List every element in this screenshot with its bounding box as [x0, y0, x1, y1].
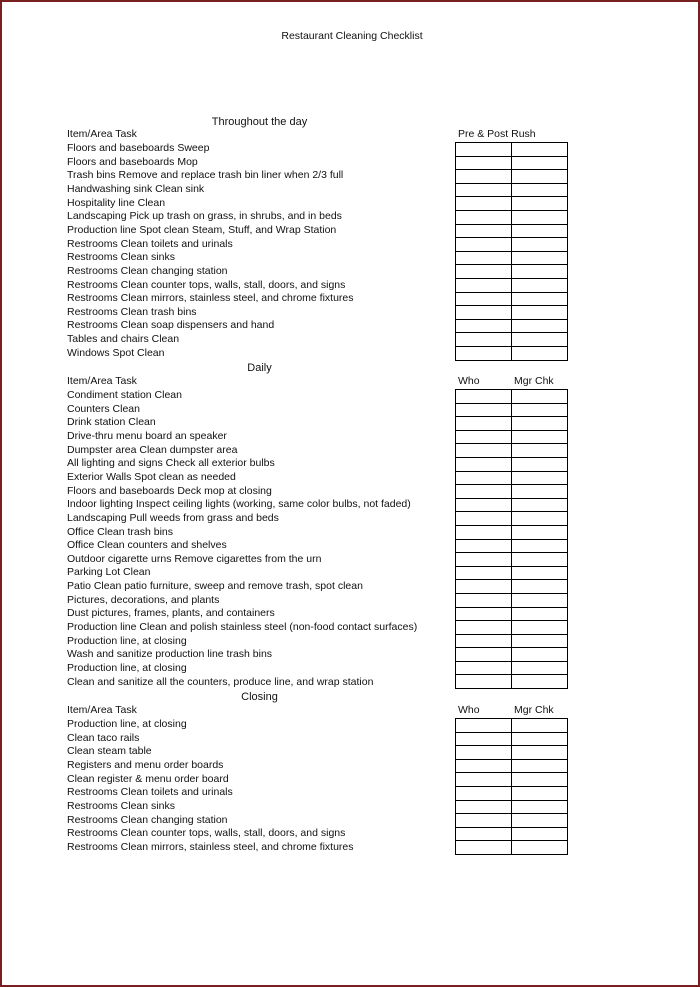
check-cell-first[interactable]	[456, 553, 512, 567]
check-cell-first[interactable]	[456, 827, 512, 841]
checkbox-row	[456, 759, 568, 773]
check-cell-second[interactable]	[512, 197, 568, 211]
check-cell-second[interactable]	[512, 634, 568, 648]
check-cell-second[interactable]	[512, 485, 568, 499]
checkbox-row	[456, 170, 568, 184]
checkbox-grid	[455, 389, 568, 689]
checkbox-row	[456, 444, 568, 458]
task-row: Handwashing sink Clean sink	[67, 182, 205, 195]
check-cell-first[interactable]	[456, 143, 512, 157]
check-cell-first[interactable]	[456, 390, 512, 404]
check-cell-second[interactable]	[512, 417, 568, 431]
check-cell-first[interactable]	[456, 265, 512, 279]
check-cell-second[interactable]	[512, 251, 568, 265]
check-cell-first[interactable]	[456, 800, 512, 814]
check-cell-second[interactable]	[512, 580, 568, 594]
task-row: All lighting and signs Check all exterior bulbs	[67, 457, 275, 470]
check-cell-second[interactable]	[512, 156, 568, 170]
check-cell-first[interactable]	[456, 539, 512, 553]
check-cell-second[interactable]	[512, 292, 568, 306]
checkbox-row	[456, 814, 568, 828]
check-cell-first[interactable]	[456, 457, 512, 471]
check-cell-first[interactable]	[456, 759, 512, 773]
check-cell-first[interactable]	[456, 566, 512, 580]
checkbox-row	[456, 251, 568, 265]
check-cell-second[interactable]	[512, 319, 568, 333]
task-row: Exterior Walls Spot clean as needed	[67, 470, 236, 483]
checkbox-row	[456, 773, 568, 787]
check-cell-first[interactable]	[456, 621, 512, 635]
checkbox-row	[456, 661, 568, 675]
checkbox-row	[456, 675, 568, 689]
check-cell-first[interactable]	[456, 471, 512, 485]
check-cell-first[interactable]	[456, 278, 512, 292]
check-cell-second[interactable]	[512, 814, 568, 828]
check-cell-second[interactable]	[512, 841, 568, 855]
check-cell-second[interactable]	[512, 786, 568, 800]
task-row: Production line, at closing	[67, 718, 187, 730]
checkbox-row	[456, 156, 568, 170]
check-cell-second[interactable]	[512, 759, 568, 773]
column-header-pre-post-rush: Pre & Post Rush	[458, 128, 536, 140]
check-cell-second[interactable]	[512, 512, 568, 526]
section-title-closing: Closing	[241, 691, 278, 703]
task-row: Patio Clean patio furniture, sweep and remove trash, spot clean	[67, 580, 363, 593]
checkbox-row	[456, 648, 568, 662]
check-cell-second[interactable]	[512, 800, 568, 814]
checkbox-row	[456, 553, 568, 567]
check-cell-first[interactable]	[456, 580, 512, 594]
task-row: Production line Clean and polish stainless steel (non-food contact surfaces)	[67, 621, 418, 634]
check-cell-first[interactable]	[456, 306, 512, 320]
checkbox-row	[456, 525, 568, 539]
task-row: Pictures, decorations, and plants	[67, 593, 220, 606]
checkbox-grid	[455, 718, 568, 855]
check-cell-second[interactable]	[512, 593, 568, 607]
document-title: Restaurant Cleaning Checklist	[281, 30, 423, 42]
check-cell-second[interactable]	[512, 333, 568, 347]
task-row: Restrooms Clean toilets and urinals	[67, 786, 233, 799]
section-title-daily: Daily	[247, 362, 272, 374]
checkbox-row	[456, 210, 568, 224]
check-cell-first[interactable]	[456, 417, 512, 431]
task-row: Restrooms Clean changing station	[67, 813, 228, 826]
check-cell-second[interactable]	[512, 430, 568, 444]
check-cell-second[interactable]	[512, 224, 568, 238]
task-row: Dust pictures, frames, plants, and containers	[67, 607, 275, 620]
task-row: Production line, at closing	[67, 634, 187, 647]
task-row: Floors and baseboards Sweep	[67, 142, 210, 154]
check-cell-second[interactable]	[512, 732, 568, 746]
task-row: Drive-thru menu board an speaker	[67, 429, 227, 442]
task-row: Clean and sanitize all the counters, produce line, and wrap station	[67, 675, 374, 688]
checkbox-row	[456, 224, 568, 238]
check-cell-second[interactable]	[512, 827, 568, 841]
check-cell-first[interactable]	[456, 485, 512, 499]
check-cell-second[interactable]	[512, 675, 568, 689]
checkbox-row	[456, 732, 568, 746]
check-cell-first[interactable]	[456, 319, 512, 333]
check-cell-first[interactable]	[456, 512, 512, 526]
check-cell-second[interactable]	[512, 183, 568, 197]
checkbox-row	[456, 346, 568, 360]
check-cell-second[interactable]	[512, 210, 568, 224]
task-row: Landscaping Pull weeds from grass and beds	[67, 511, 279, 524]
task-row: Counters Clean	[67, 402, 140, 415]
task-row: Landscaping Pick up trash on grass, in shrubs, and in beds	[67, 210, 342, 223]
checkbox-row	[456, 580, 568, 594]
task-row: Drink station Clean	[67, 416, 156, 429]
check-cell-first[interactable]	[456, 444, 512, 458]
task-row: Restrooms Clean mirrors, stainless steel, and chrome fixtures	[67, 292, 354, 305]
task-row: Clean steam table	[67, 745, 152, 758]
checkbox-row	[456, 143, 568, 157]
check-cell-second[interactable]	[512, 143, 568, 157]
task-row: Restrooms Clean trash bins	[67, 305, 197, 318]
check-cell-first[interactable]	[456, 593, 512, 607]
checkbox-row	[456, 457, 568, 471]
task-row: Restrooms Clean counter tops, walls, stall, doors, and signs	[67, 278, 346, 291]
check-cell-first[interactable]	[456, 607, 512, 621]
task-row: Restrooms Clean soap dispensers and hand	[67, 319, 275, 332]
checkbox-row	[456, 841, 568, 855]
task-row: Windows Spot Clean	[67, 346, 165, 359]
check-cell-first[interactable]	[456, 786, 512, 800]
checkbox-row	[456, 593, 568, 607]
checkbox-row	[456, 319, 568, 333]
check-cell-second[interactable]	[512, 238, 568, 252]
check-cell-first[interactable]	[456, 210, 512, 224]
check-cell-first[interactable]	[456, 333, 512, 347]
check-cell-first[interactable]	[456, 197, 512, 211]
task-row: Restrooms Clean changing station	[67, 264, 228, 277]
check-cell-first[interactable]	[456, 675, 512, 689]
check-cell-second[interactable]	[512, 390, 568, 404]
task-row: Registers and menu order boards	[67, 758, 224, 771]
checkbox-row	[456, 485, 568, 499]
checkbox-row	[456, 498, 568, 512]
task-row: Restrooms Clean sinks	[67, 251, 175, 264]
check-cell-second[interactable]	[512, 607, 568, 621]
checkbox-row	[456, 607, 568, 621]
check-cell-first[interactable]	[456, 238, 512, 252]
check-cell-first[interactable]	[456, 156, 512, 170]
check-cell-second[interactable]	[512, 553, 568, 567]
checkbox-row	[456, 306, 568, 320]
task-row: Wash and sanitize production line trash bins	[67, 648, 273, 661]
check-cell-second[interactable]	[512, 566, 568, 580]
check-cell-second[interactable]	[512, 265, 568, 279]
task-row: Production line, at closing	[67, 662, 187, 674]
checkbox-row	[456, 786, 568, 800]
check-cell-second[interactable]	[512, 278, 568, 292]
check-cell-first[interactable]	[456, 841, 512, 855]
task-row: Floors and baseboards Deck mop at closing	[67, 484, 272, 497]
checkbox-row	[456, 403, 568, 417]
check-cell-first[interactable]	[456, 251, 512, 265]
check-cell-second[interactable]	[512, 661, 568, 675]
check-cell-first[interactable]	[456, 814, 512, 828]
check-cell-first[interactable]	[456, 719, 512, 733]
check-cell-second[interactable]	[512, 539, 568, 553]
checkbox-row	[456, 621, 568, 635]
task-row: Parking Lot Clean	[67, 566, 151, 579]
check-cell-second[interactable]	[512, 621, 568, 635]
checkbox-row	[456, 430, 568, 444]
section-title-throughout-day: Throughout the day	[211, 116, 308, 128]
check-cell-first[interactable]	[456, 661, 512, 675]
check-cell-first[interactable]	[456, 773, 512, 787]
item-header: Item/Area Task	[67, 128, 137, 140]
check-cell-first[interactable]	[456, 746, 512, 760]
task-row: Clean register & menu order board	[67, 772, 229, 785]
check-cell-second[interactable]	[512, 746, 568, 760]
check-cell-second[interactable]	[512, 444, 568, 458]
check-cell-second[interactable]	[512, 457, 568, 471]
check-cell-first[interactable]	[456, 183, 512, 197]
task-row: Restrooms Clean mirrors, stainless steel, and chrome fixtures	[67, 840, 354, 853]
task-row: Office Clean trash bins	[67, 525, 174, 538]
check-cell-first[interactable]	[456, 634, 512, 648]
check-cell-first[interactable]	[456, 170, 512, 184]
check-cell-first[interactable]	[456, 648, 512, 662]
checkbox-row	[456, 512, 568, 526]
checkbox-row	[456, 746, 568, 760]
checkbox-row	[456, 417, 568, 431]
task-row: Clean taco rails	[67, 731, 140, 744]
task-row: Indoor lighting Inspect ceiling lights (working, same color bulbs, not faded)	[67, 498, 411, 511]
checkbox-row	[456, 827, 568, 841]
checkbox-row	[456, 390, 568, 404]
checkbox-row	[456, 800, 568, 814]
checkbox-row	[456, 265, 568, 279]
column-header-mgr-chk: Mgr Chk	[514, 375, 554, 387]
check-cell-second[interactable]	[512, 719, 568, 733]
task-row: Trash bins Remove and replace trash bin liner when 2/3 full	[67, 169, 344, 182]
check-cell-first[interactable]	[456, 403, 512, 417]
checkbox-row	[456, 183, 568, 197]
task-row: Tables and chairs Clean	[67, 333, 180, 346]
task-row: Condiment station Clean	[67, 389, 182, 401]
check-cell-second[interactable]	[512, 170, 568, 184]
task-row: Restrooms Clean sinks	[67, 799, 175, 812]
checkbox-row	[456, 539, 568, 553]
checkbox-row	[456, 238, 568, 252]
task-row: Floors and baseboards Mop	[67, 155, 198, 168]
task-row: Hospitality line Clean	[67, 196, 166, 209]
check-cell-second[interactable]	[512, 471, 568, 485]
checkbox-row	[456, 634, 568, 648]
checkbox-row	[456, 292, 568, 306]
task-row: Outdoor cigarette urns Remove cigarettes from the urn	[67, 552, 322, 565]
task-row: Production line Spot clean Steam, Stuff, and Wrap Station	[67, 223, 337, 236]
check-cell-first[interactable]	[456, 732, 512, 746]
check-cell-first[interactable]	[456, 346, 512, 360]
task-row: Restrooms Clean counter tops, walls, stall, doors, and signs	[67, 827, 346, 840]
column-header-mgr-chk: Mgr Chk	[514, 704, 554, 716]
checkbox-row	[456, 197, 568, 211]
check-cell-second[interactable]	[512, 403, 568, 417]
column-header-who: Who	[458, 704, 480, 716]
check-cell-second[interactable]	[512, 498, 568, 512]
checkbox-row	[456, 566, 568, 580]
column-header-who: Who	[458, 375, 480, 387]
check-cell-second[interactable]	[512, 525, 568, 539]
checkbox-row	[456, 719, 568, 733]
check-cell-second[interactable]	[512, 306, 568, 320]
check-cell-first[interactable]	[456, 292, 512, 306]
check-cell-first[interactable]	[456, 498, 512, 512]
task-row: Restrooms Clean toilets and urinals	[67, 237, 233, 250]
check-cell-second[interactable]	[512, 648, 568, 662]
checkbox-row	[456, 471, 568, 485]
check-cell-second[interactable]	[512, 773, 568, 787]
task-row: Dumpster area Clean dumpster area	[67, 443, 238, 456]
checkbox-grid	[455, 142, 568, 361]
task-row: Office Clean counters and shelves	[67, 539, 227, 552]
checkbox-row	[456, 333, 568, 347]
item-header: Item/Area Task	[67, 375, 137, 387]
item-header: Item/Area Task	[67, 704, 137, 716]
check-cell-first[interactable]	[456, 525, 512, 539]
checkbox-row	[456, 278, 568, 292]
check-cell-second[interactable]	[512, 346, 568, 360]
check-cell-first[interactable]	[456, 224, 512, 238]
check-cell-first[interactable]	[456, 430, 512, 444]
